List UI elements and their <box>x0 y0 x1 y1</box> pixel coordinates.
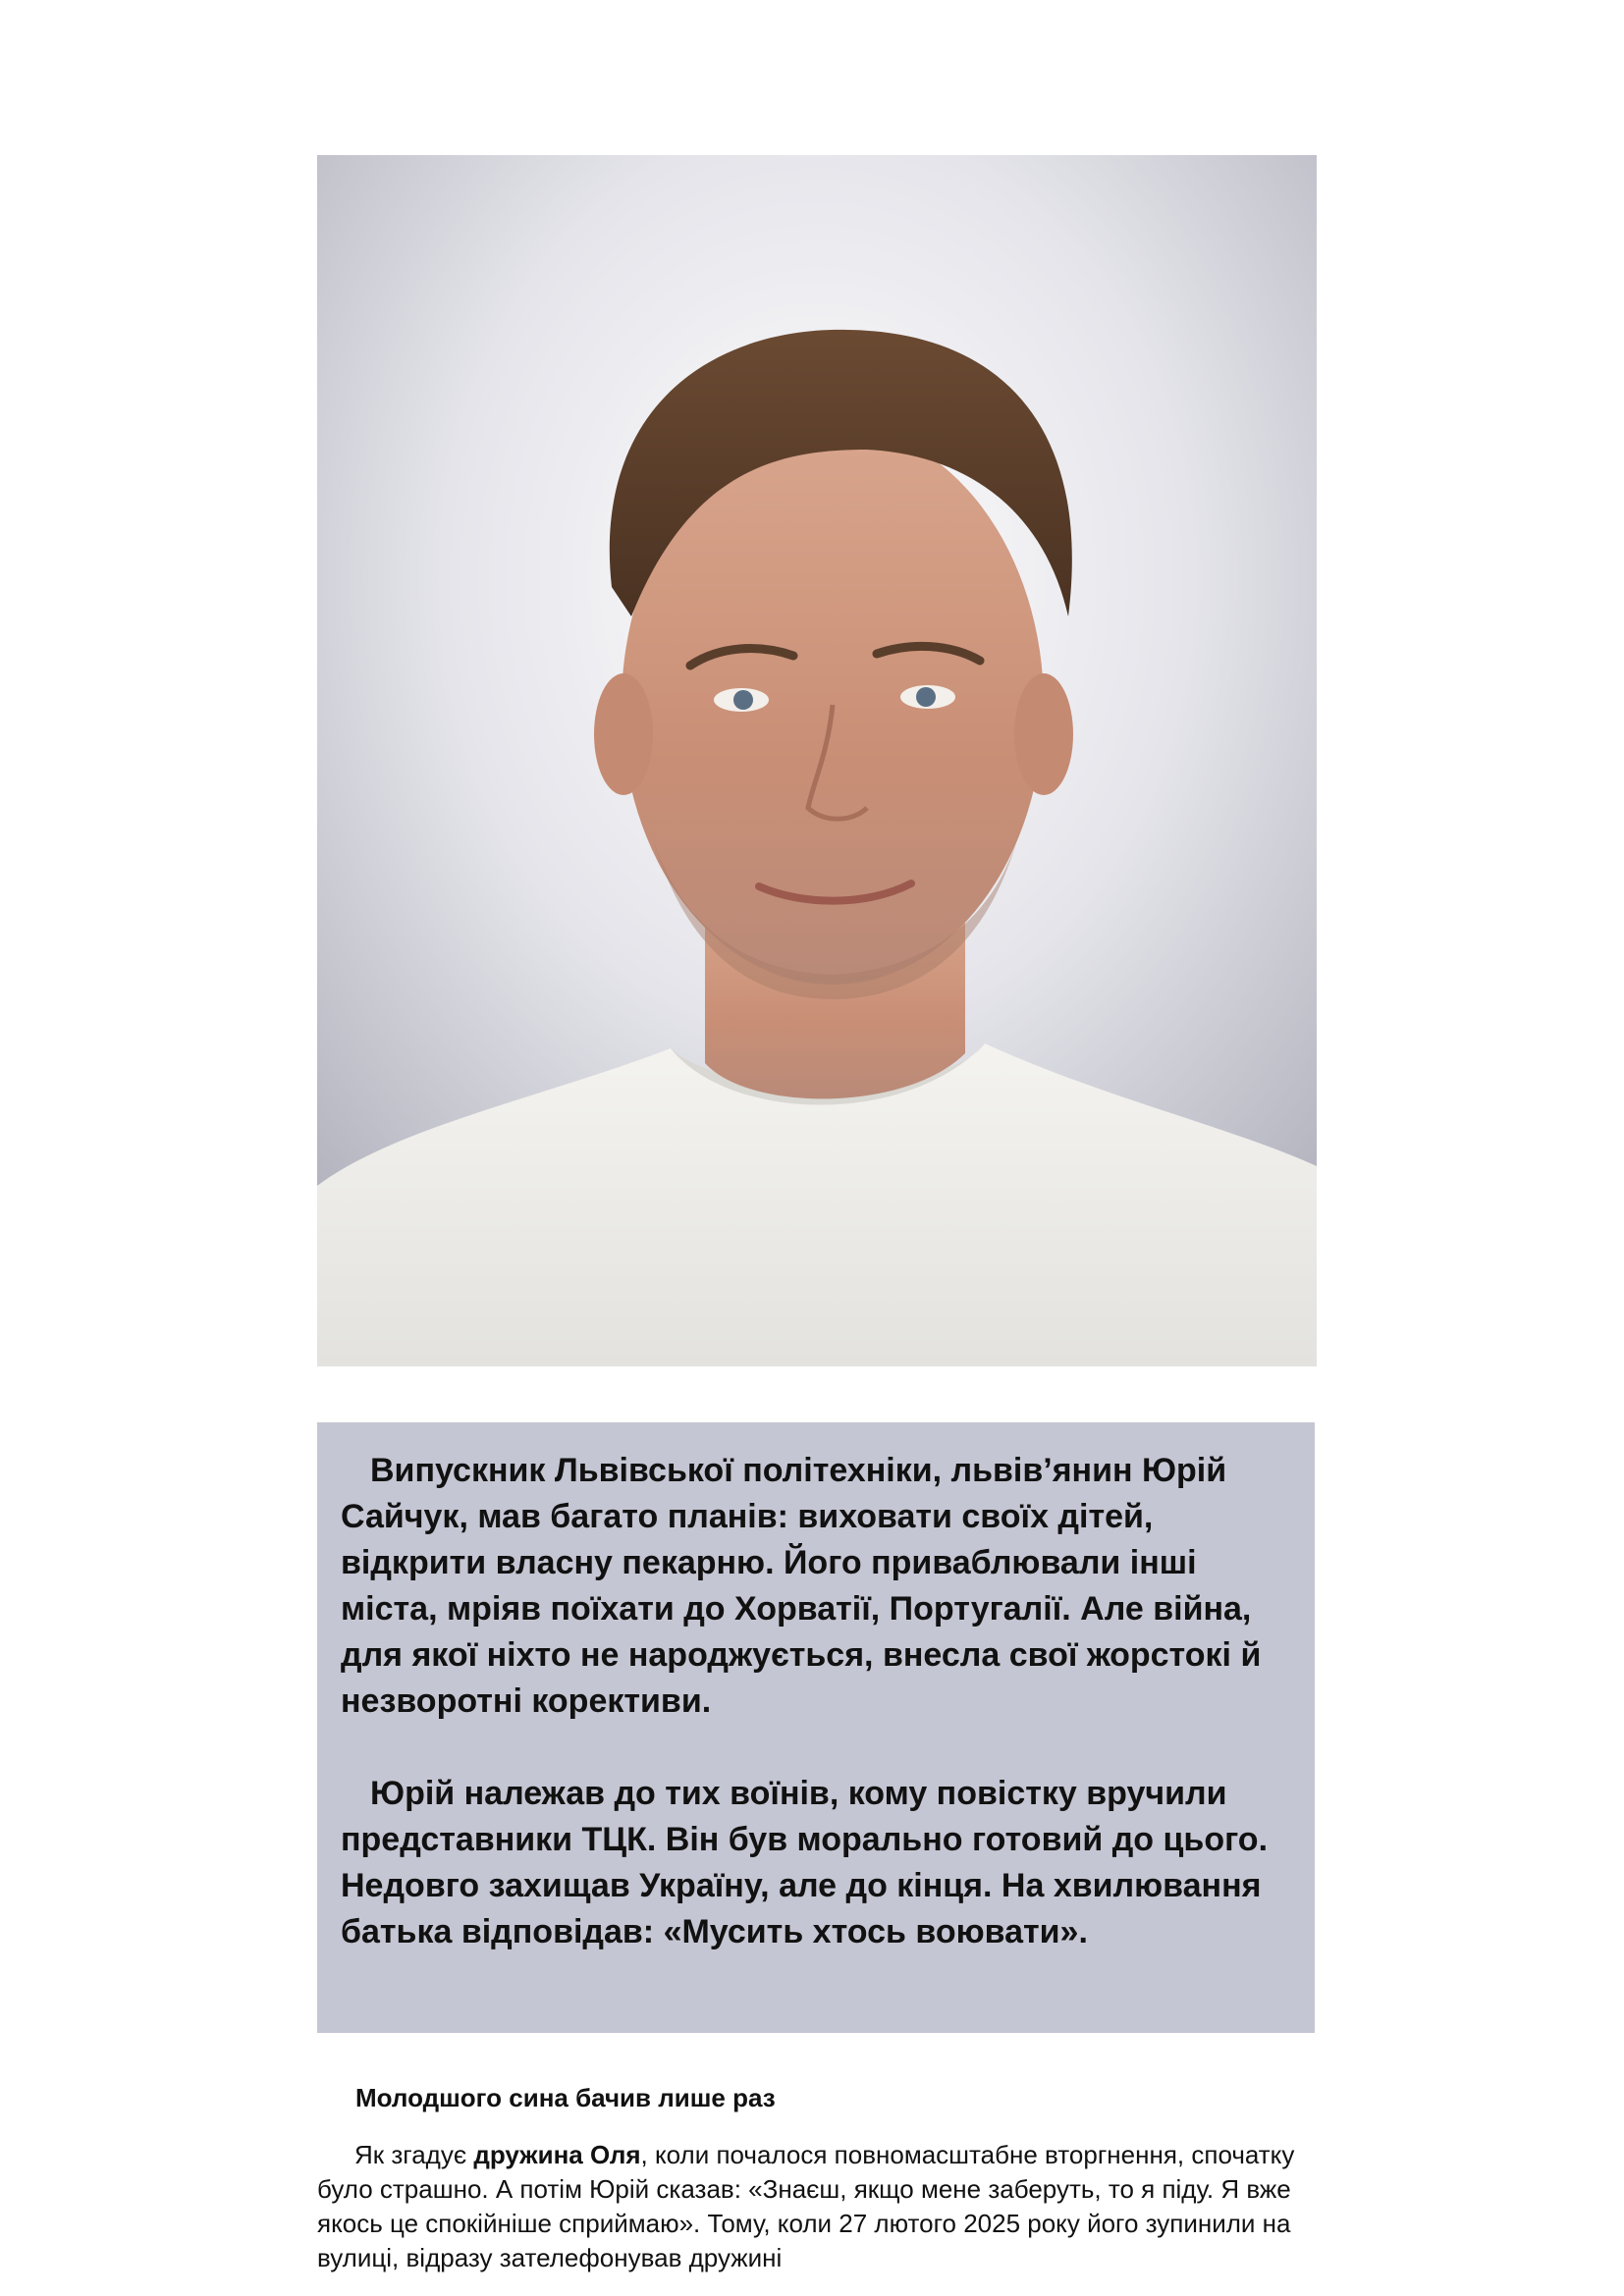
body-text-segment: , коли почалося повномасштабне вторгнення, спочатку було страшно. А потім Юрій сказав: «Знаєш, якщо мене заберуть, то я піду. Я вже якось це спокійніше сприймаю». Тому, коли 27 лютого 2025 року його зупинили на вулиці, відразу зателефонував дружині <box>317 2140 1295 2272</box>
section-heading: Молодшого сина бачив лише раз <box>355 2083 776 2112</box>
body-paragraph <box>317 2138 1319 2275</box>
body-text-segment: Як згадує <box>354 2140 474 2169</box>
callout-paragraph: Випускник Львівської політехніки, львів’янин Юрій Сайчук, мав багато планів: виховати своїх дітей, відкрити власну пекарню. Його приваблювали інші міста, мріяв поїхати до Хорватії, Португалії. Але війна, для якої ніхто не народжується, внесла свої жорстокі й незворотні корективи. <box>341 1452 1262 1720</box>
body-text-bold: дружина Оля <box>473 2140 641 2169</box>
intro-callout-box <box>317 1422 1315 2033</box>
callout-paragraph: Юрій належав до тих воїнів, кому повістку вручили представники ТЦК. Він був морально готовий до цього. Недовго захищав Україну, але до кінця. На хвилювання батька відповідав: «Мусить хтось воювати». <box>341 1775 1269 1950</box>
portrait-photo <box>317 155 1317 1366</box>
